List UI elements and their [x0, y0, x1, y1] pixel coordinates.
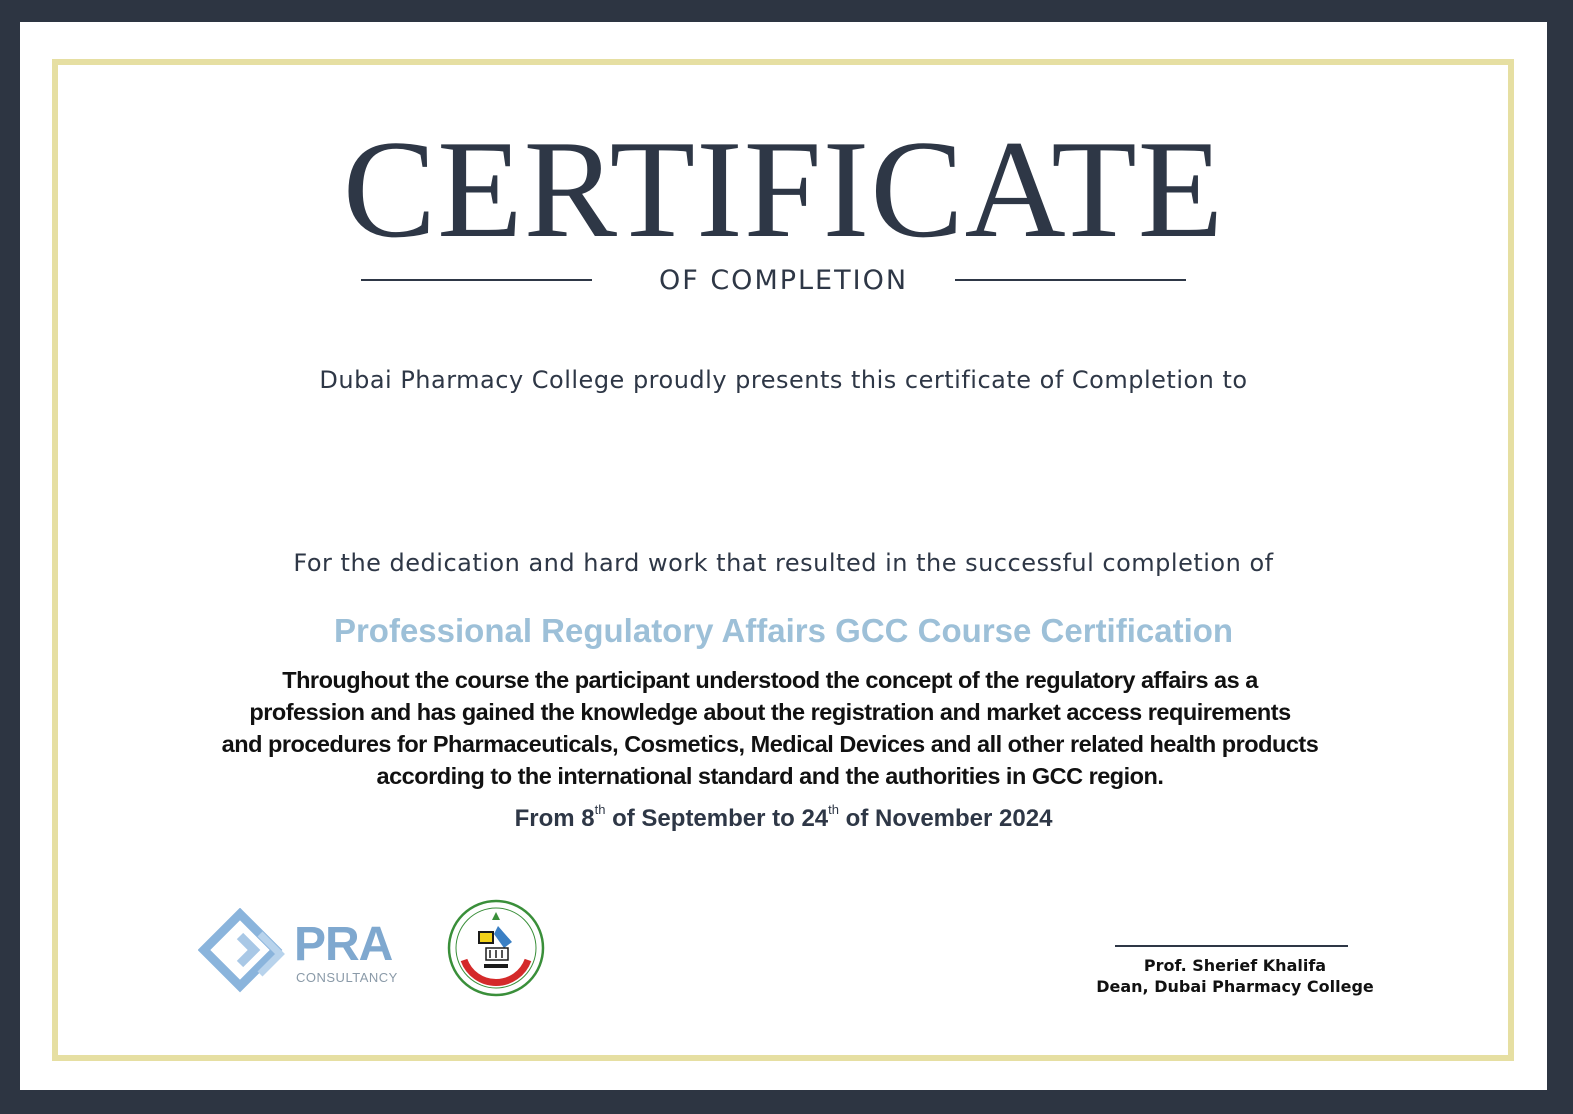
dates-superscript: th	[828, 802, 839, 817]
pra-logo-subtitle: CONSULTANCY	[296, 970, 398, 985]
description-line: according to the international standard and the authorities in GCC region.	[376, 763, 1164, 789]
course-description	[190, 664, 1350, 792]
pra-logo-text: PRA	[294, 918, 393, 971]
pra-diamond-logo-icon	[198, 908, 308, 994]
dates-suffix: of November 2024	[839, 805, 1053, 832]
signatory-title: Dean, Dubai Pharmacy College	[1096, 977, 1374, 996]
dedication-line: For the dedication and hard work that resulted in the successful completion of	[293, 549, 1274, 577]
description-line: profession and has gained the knowledge about the registration and market access requirements	[249, 699, 1291, 725]
dates-superscript: th	[594, 802, 606, 817]
course-title: Professional Regulatory Affairs GCC Course Certification	[333, 612, 1234, 649]
signatory-name: Prof. Sherief Khalifa	[1143, 956, 1327, 975]
description-line: Throughout the course the participant understood the concept of the regulatory affairs as a	[282, 667, 1258, 693]
dates-prefix: From 8	[514, 805, 595, 832]
college-seal-icon	[446, 898, 546, 998]
description-line: and procedures for Pharmaceuticals, Cosmetics, Medical Devices and all other related health products	[221, 731, 1319, 757]
certificate-subtitle: OF COMPLETION	[658, 265, 909, 296]
certificate-sheet	[20, 22, 1547, 1090]
presents-line: Dubai Pharmacy College proudly presents this certificate of Completion to	[319, 366, 1248, 394]
dates-middle: of September to 24	[605, 805, 829, 832]
course-dates	[20, 802, 1547, 833]
certificate-title: CERTIFICATE	[342, 112, 1225, 267]
signature-line	[1115, 945, 1348, 947]
